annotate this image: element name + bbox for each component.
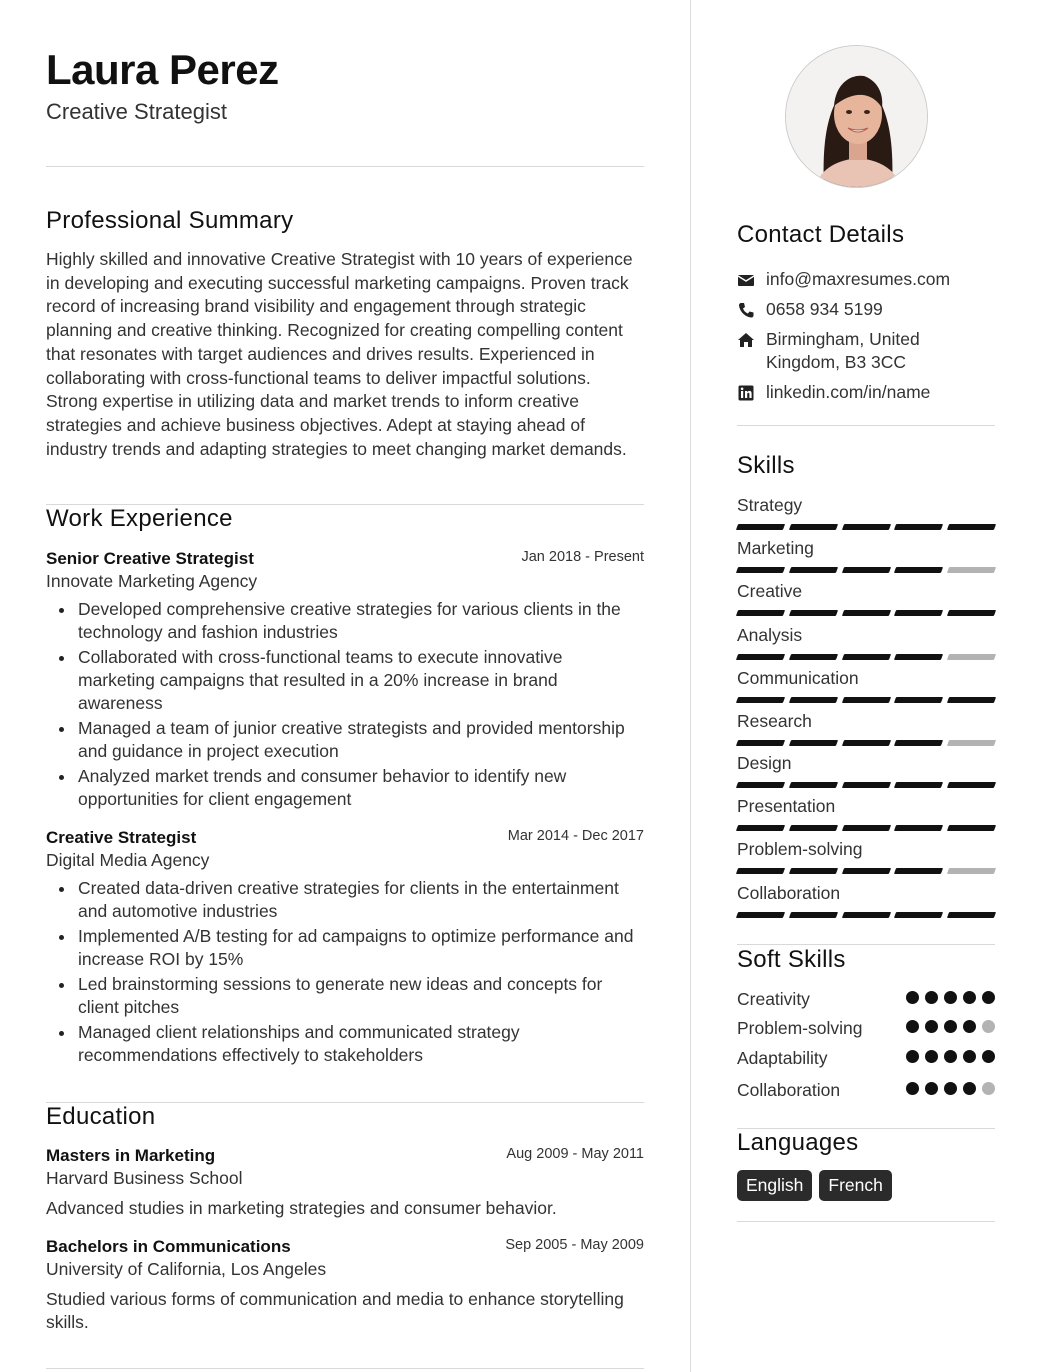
job-date: Mar 2014 - Dec 2017 <box>507 828 644 844</box>
soft-skill-name: Collaboration <box>737 1080 841 1100</box>
job-bullet: Collaborated with cross-functional teams to execute innovative marketing campaigns that resulted in a 20% increase in brand awareness <box>46 646 644 715</box>
skill-level-segment <box>947 610 996 616</box>
soft-skill-rating <box>906 1050 995 1063</box>
skill-name: Collaboration <box>737 883 841 903</box>
rating-dot <box>906 1050 919 1063</box>
skill-level-segment <box>947 782 996 788</box>
job-date: Jan 2018 - Present <box>521 549 644 565</box>
job-entry <box>46 549 644 813</box>
skill-level-segment <box>894 782 943 788</box>
rating-dot <box>982 1082 995 1095</box>
rating-dot <box>944 1082 957 1095</box>
degree-title: Bachelors in Communications <box>46 1237 291 1256</box>
rating-dot <box>925 1020 938 1033</box>
job-bullet: Developed comprehensive creative strategies for various clients in the technology and fashion industries <box>46 598 644 644</box>
contact-address <box>737 328 995 374</box>
profile-photo-illustration <box>786 46 928 188</box>
linkedin-text: linkedin.com/in/name <box>766 382 931 402</box>
skill-level-segment <box>736 740 785 746</box>
skill-name: Presentation <box>737 796 836 816</box>
skill-name: Research <box>737 711 812 731</box>
skill-level-segment <box>736 825 785 831</box>
job-bullet: Led brainstorming sessions to generate new ideas and concepts for client pitches <box>46 973 644 1019</box>
candidate-role: Creative Strategist <box>46 99 227 124</box>
email-text: info@maxresumes.com <box>766 269 951 289</box>
soft-skill-name: Problem-solving <box>737 1018 863 1038</box>
job-company: Digital Media Agency <box>46 850 210 870</box>
skill-name: Problem-solving <box>737 839 863 859</box>
skill-level-segment <box>842 912 891 918</box>
soft-skill-name: Adaptability <box>737 1048 828 1068</box>
soft-skills-heading: Soft Skills <box>737 946 846 973</box>
rating-dot <box>906 1082 919 1095</box>
address-text: Birmingham, United Kingdom, B3 3CC <box>766 329 920 372</box>
skill-level-bar <box>737 740 995 746</box>
skill-item <box>737 883 995 918</box>
skill-level-bar <box>737 524 995 530</box>
column-divider <box>690 0 691 1372</box>
skill-name: Communication <box>737 668 859 688</box>
education-description: Studied various forms of communication and media to enhance storytelling skills. <box>46 1289 624 1332</box>
languages-heading: Languages <box>737 1129 859 1156</box>
skill-level-segment <box>947 524 996 530</box>
languages-list <box>737 1170 892 1201</box>
job-bullets <box>46 877 644 1067</box>
skill-level-segment <box>842 610 891 616</box>
skills-heading: Skills <box>737 452 795 479</box>
skill-item <box>737 668 995 703</box>
skill-level-segment <box>736 654 785 660</box>
soft-skill-rating <box>906 1082 995 1095</box>
skill-item <box>737 711 995 746</box>
job-bullet: Analyzed market trends and consumer behavior to identify new opportunities for client engagement <box>46 765 644 811</box>
education-date: Sep 2005 - May 2009 <box>505 1237 644 1253</box>
job-title: Senior Creative Strategist <box>46 549 254 568</box>
rating-dot <box>925 1050 938 1063</box>
language-tag: English <box>737 1170 812 1201</box>
education-divider <box>46 1368 644 1369</box>
skill-item <box>737 839 995 874</box>
skill-level-segment <box>789 782 838 788</box>
skill-level-segment <box>789 610 838 616</box>
skill-level-segment <box>789 654 838 660</box>
skill-level-segment <box>947 825 996 831</box>
contact-heading: Contact Details <box>737 221 905 248</box>
candidate-name: Laura Perez <box>46 46 279 93</box>
rating-dot <box>906 991 919 1004</box>
soft-skill-rating <box>906 991 995 1004</box>
skills-divider <box>737 944 995 945</box>
skill-level-segment <box>789 740 838 746</box>
skill-name: Strategy <box>737 495 803 515</box>
summary-heading: Professional Summary <box>46 207 294 234</box>
rating-dot <box>906 1020 919 1033</box>
job-bullets <box>46 598 644 811</box>
rating-dot <box>925 991 938 1004</box>
skill-level-segment <box>736 868 785 874</box>
rating-dot <box>982 1020 995 1033</box>
contact-divider <box>737 425 995 426</box>
envelope-icon <box>737 271 755 289</box>
skill-level-segment <box>789 697 838 703</box>
phone-icon <box>737 301 755 319</box>
skill-level-segment <box>842 825 891 831</box>
rating-dot <box>963 1082 976 1095</box>
education-date: Aug 2009 - May 2011 <box>506 1146 644 1162</box>
skill-level-segment <box>894 567 943 573</box>
rating-dot <box>944 991 957 1004</box>
skill-level-bar <box>737 868 995 874</box>
skill-level-segment <box>842 782 891 788</box>
skill-level-segment <box>947 697 996 703</box>
job-bullet: Managed client relationships and communicated strategy recommendations effectively to stakeholders <box>46 1021 644 1067</box>
soft-skill-item <box>737 989 995 1010</box>
skill-level-segment <box>789 567 838 573</box>
summary-text: Highly skilled and innovative Creative Strategist with 10 years of experience in developing and executing successful marketing campaigns. Proven track record of increasing brand visibility and engagement through strategic planning and creative thinking. Recognized for creating compelling content that resonates with target audiences and drives results. Experienced in collaborating with cross-functional teams to deliver impactful solutions. Strong expertise in utilizing data and market trends to inform creative strategies and achieve business objectives. Adept at staying ahead of industry trends and adapting strategies to meet changing market demands. <box>46 249 633 459</box>
school-name: Harvard Business School <box>46 1168 243 1188</box>
skill-level-segment <box>842 524 891 530</box>
skill-level-segment <box>947 912 996 918</box>
soft-skill-item <box>737 1018 995 1039</box>
skill-level-segment <box>789 912 838 918</box>
skill-level-segment <box>736 524 785 530</box>
soft-skill-rating <box>906 1020 995 1033</box>
rating-dot <box>963 1020 976 1033</box>
skill-level-segment <box>894 654 943 660</box>
languages-divider <box>737 1221 995 1222</box>
education-entry <box>46 1146 644 1220</box>
rating-dot <box>925 1082 938 1095</box>
rating-dot <box>963 1050 976 1063</box>
skill-level-bar <box>737 825 995 831</box>
skill-level-segment <box>894 740 943 746</box>
home-icon <box>737 331 755 349</box>
skill-item <box>737 753 995 788</box>
linkedin-icon <box>737 384 755 402</box>
skill-level-segment <box>947 740 996 746</box>
skill-level-segment <box>789 524 838 530</box>
skill-name: Creative <box>737 581 803 601</box>
skill-level-segment <box>947 567 996 573</box>
skill-level-segment <box>842 740 891 746</box>
job-bullet: Created data-driven creative strategies for clients in the entertainment and automotive industries <box>46 877 644 923</box>
rating-dot <box>982 1050 995 1063</box>
job-title: Creative Strategist <box>46 828 197 847</box>
soft-skill-name: Creativity <box>737 989 810 1009</box>
contact-email[interactable] <box>737 268 995 291</box>
skill-level-segment <box>789 825 838 831</box>
degree-title: Masters in Marketing <box>46 1146 216 1165</box>
skill-level-segment <box>894 697 943 703</box>
skill-level-segment <box>842 868 891 874</box>
skill-level-segment <box>736 912 785 918</box>
skill-item <box>737 538 995 573</box>
skill-level-segment <box>947 654 996 660</box>
skill-item <box>737 625 995 660</box>
skill-name: Marketing <box>737 538 814 558</box>
skill-level-bar <box>737 697 995 703</box>
skill-level-segment <box>894 524 943 530</box>
job-bullet: Implemented A/B testing for ad campaigns to optimize performance and increase ROI by 15% <box>46 925 644 971</box>
header-divider <box>46 166 644 167</box>
rating-dot <box>982 991 995 1004</box>
skill-name: Design <box>737 753 792 773</box>
profile-photo <box>785 45 928 188</box>
school-name: University of California, Los Angeles <box>46 1259 327 1279</box>
skill-level-segment <box>894 610 943 616</box>
job-company: Innovate Marketing Agency <box>46 571 258 591</box>
skill-level-bar <box>737 912 995 918</box>
skill-name: Analysis <box>737 625 803 645</box>
rating-dot <box>944 1020 957 1033</box>
skill-level-segment <box>736 697 785 703</box>
education-heading: Education <box>46 1103 156 1130</box>
job-entry <box>46 828 644 1069</box>
skill-level-segment <box>947 868 996 874</box>
skill-level-segment <box>736 567 785 573</box>
education-description: Advanced studies in marketing strategies and consumer behavior. <box>46 1198 557 1218</box>
skill-level-segment <box>842 697 891 703</box>
rating-dot <box>944 1050 957 1063</box>
skill-level-bar <box>737 654 995 660</box>
skill-level-segment <box>894 912 943 918</box>
education-entry <box>46 1237 644 1334</box>
skill-level-segment <box>894 825 943 831</box>
skill-level-segment <box>736 610 785 616</box>
soft-skill-item <box>737 1080 995 1101</box>
skill-level-segment <box>842 654 891 660</box>
skill-level-segment <box>789 868 838 874</box>
contact-phone[interactable] <box>737 298 995 321</box>
skill-level-segment <box>894 868 943 874</box>
skill-level-segment <box>842 567 891 573</box>
rating-dot <box>963 991 976 1004</box>
skill-item <box>737 796 995 831</box>
contact-linkedin[interactable] <box>737 381 995 404</box>
language-tag: French <box>819 1170 891 1201</box>
skill-level-segment <box>736 782 785 788</box>
phone-text: 0658 934 5199 <box>766 299 883 319</box>
skill-item <box>737 581 995 616</box>
soft-skill-item <box>737 1048 995 1069</box>
skill-level-bar <box>737 567 995 573</box>
job-bullet: Managed a team of junior creative strategists and provided mentorship and guidance in project execution <box>46 717 644 763</box>
experience-heading: Work Experience <box>46 505 233 532</box>
skill-item <box>737 495 995 530</box>
skill-level-bar <box>737 782 995 788</box>
skill-level-bar <box>737 610 995 616</box>
